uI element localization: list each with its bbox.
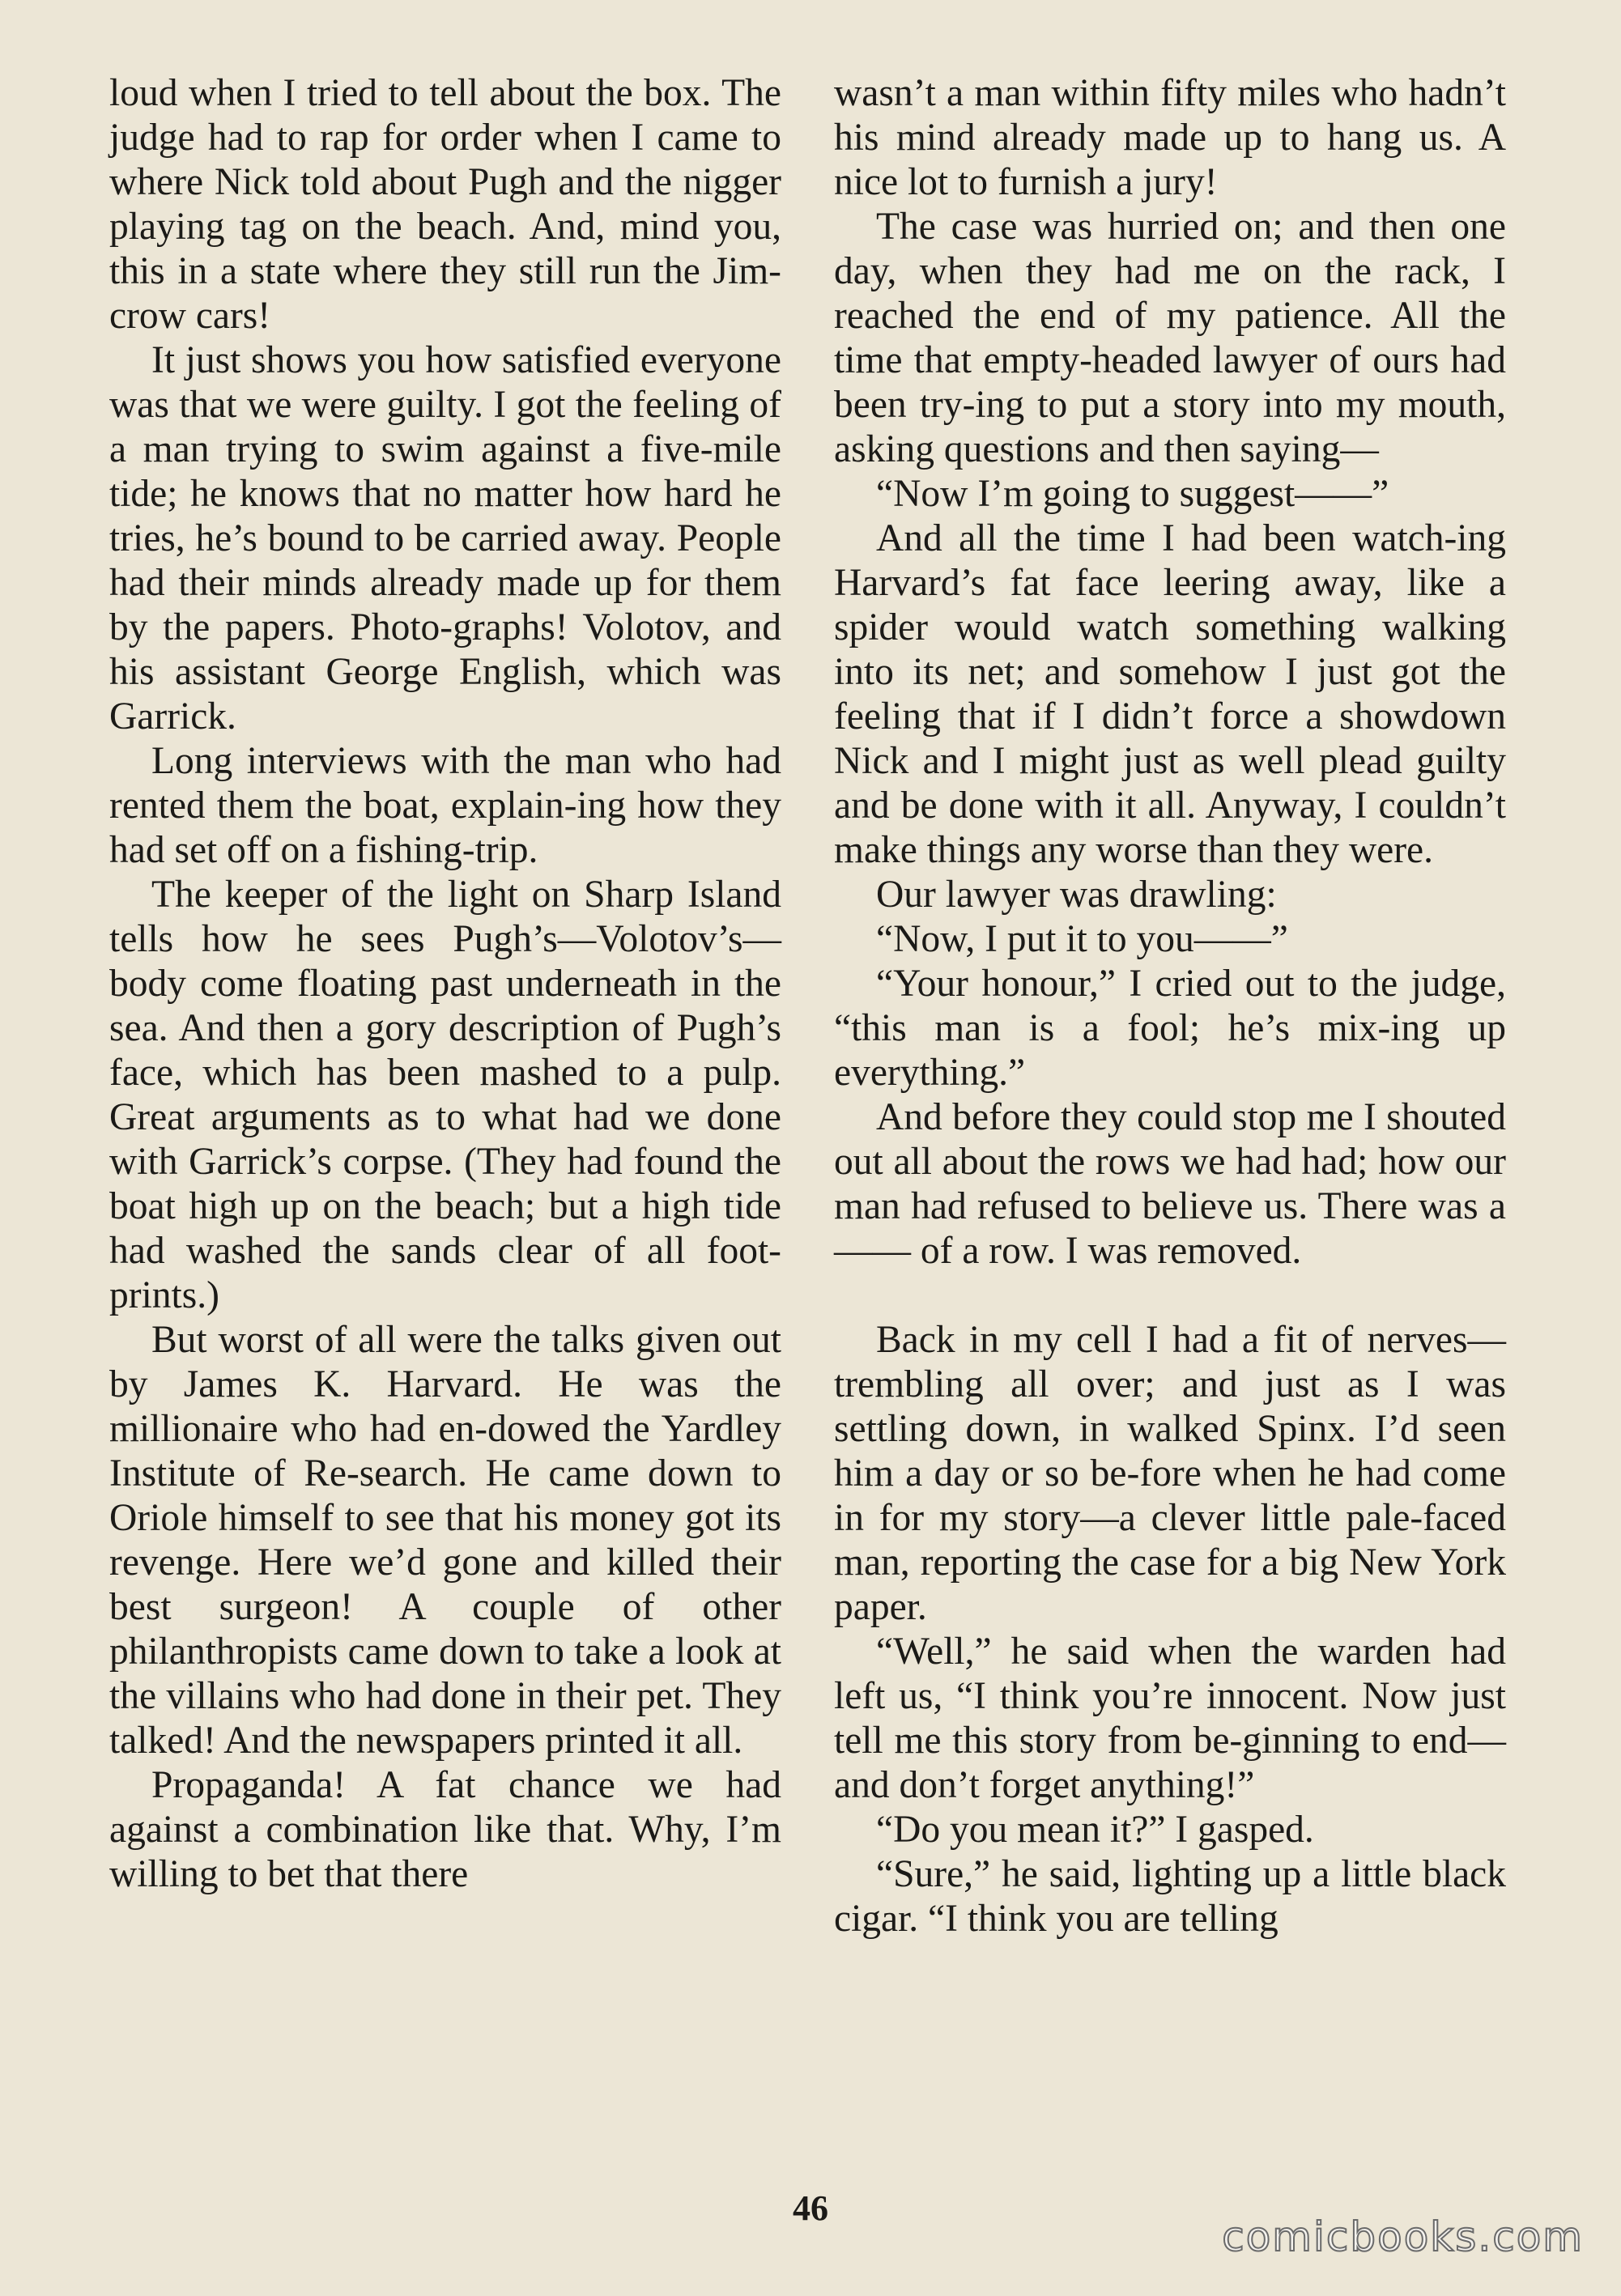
paragraph: And all the time I had been watch-ing Harvard’s fat face leering away, like a spider would watch something walking into its net; and somehow I just got the feeling that if I didn’t force a showdown Nick and I might just as well plead guilty and be done with it all. Anyway, I couldn’t make things any worse than they were. xyxy=(834,517,1506,871)
paragraph: “Your honour,” I cried out to the judge, “this man is a fool; he’s mix-ing up everything.” xyxy=(834,963,1506,1094)
watermark: comicbooks.com xyxy=(1222,2213,1584,2260)
right-column xyxy=(834,71,1506,1941)
paragraph: “Well,” he said when the warden had left us, “I think you’re innocent. Now just tell me this story from be-ginning to end—and don’t forget anything!” xyxy=(834,1631,1506,1806)
paragraph: “Sure,” he said, lighting up a little black cigar. “I think you are telling xyxy=(834,1853,1506,1940)
paragraph: But worst of all were the talks given out by James K. Harvard. He was the millionaire who had en-dowed the Yardley Institute of Re-search. He came down to Oriole himself to see that his money got its revenge. Here we’d gone and killed their best surgeon! A couple of other philanthropists came down to take a look at the villains who had done in their pet. They talked! And the newspapers printed it all. xyxy=(109,1319,781,1762)
paragraph: “Do you mean it?” I gasped. xyxy=(876,1809,1314,1851)
paragraph: “Now I’m going to suggest——” xyxy=(876,473,1389,515)
paragraph: It just shows you how satisfied everyone was that we were guilty. I got the feeling of a man trying to swim against a five-mile tide; he knows that no matter how hard he tries, he’s bound to be carried away. People had their minds already made up for them by the papers. Photo-graphs! Volotov, and his assistant George English, which was Garrick. xyxy=(109,339,781,738)
paragraph: wasn’t a man within fifty miles who hadn’t his mind already made up to hang us. A nice lot to furnish a jury! xyxy=(834,72,1506,203)
page-number: 46 xyxy=(793,2188,828,2228)
left-column xyxy=(109,71,781,1897)
paragraph: The keeper of the light on Sharp Island tells how he sees Pugh’s—Volotov’s—body come floating past underneath in the sea. And then a gory description of Pugh’s face, which has been mashed to a pulp. Great arguments as to what had we done with Garrick’s corpse. (They had found the boat high up on the beach; but a high tide had washed the sands clear of all foot-prints.) xyxy=(109,874,781,1316)
paragraph: Propaganda! A fat chance we had against a combination like that. Why, I’m willing to bet that there xyxy=(109,1764,781,1895)
paragraph: The case was hurried on; and then one day, when they had me on the rack, I reached the end of my patience. All the time that empty-headed lawyer of ours had been try-ing to put a story into my mouth, asking questions and then saying— xyxy=(834,206,1506,470)
paragraph: “Now, I put it to you——” xyxy=(876,918,1288,960)
paragraph: Long interviews with the man who had rented them the boat, explain-ing how they had set off on a fishing-trip. xyxy=(109,740,781,871)
paragraph: And before they could stop me I shouted out all about the rows we had had; how our man had refused to believe us. There was a —— of a row. I was removed. xyxy=(834,1096,1506,1272)
paragraph: Our lawyer was drawling: xyxy=(876,874,1277,916)
paragraph: loud when I tried to tell about the box. The judge had to rap for order when I came to where Nick told about Pugh and the nigger playing tag on the beach. And, mind you, this in a state where they still run the Jim-crow cars! xyxy=(109,72,781,337)
paragraph: Back in my cell I had a fit of nerves—trembling all over; and just as I was settling down, in walked Spinx. I’d seen him a day or so be-fore when he had come in for my story—a clever little pale-faced man, reporting the case for a big New York paper. xyxy=(834,1319,1506,1628)
